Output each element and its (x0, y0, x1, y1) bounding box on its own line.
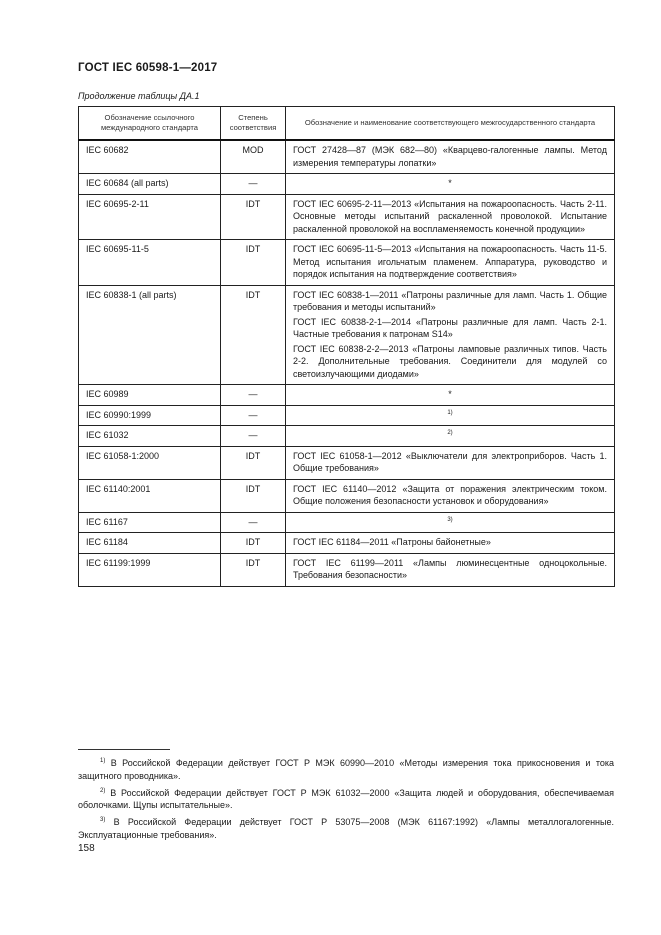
degree-cell: IDT (221, 479, 286, 512)
reference-standard-cell: IEC 60695-11-5 (79, 240, 221, 286)
table-row (79, 479, 615, 512)
table-caption: Продолжение таблицы ДА.1 (78, 91, 200, 101)
footnote (78, 814, 614, 842)
degree-cell: — (221, 385, 286, 406)
degree-cell: IDT (221, 194, 286, 240)
table-row (79, 240, 615, 286)
reference-standard-cell: IEC 61167 (79, 512, 221, 533)
column-header-reference: Обозначение ссылочного международного стандарта (79, 107, 221, 141)
standard-description: ГОСТ IEC 60695-11-5—2013 «Испытания на пожароопасность. Часть 11-5. Метод испытания игольчатым пламенем. Аппаратура, руководство и порядок испытания на подтверждение соответствия» (293, 244, 607, 279)
footnote-mark: 3) (100, 817, 106, 824)
degree-cell: — (221, 426, 286, 447)
table-row (79, 174, 615, 195)
national-standard-cell (286, 385, 615, 406)
national-standard-cell (286, 174, 615, 195)
degree-cell: IDT (221, 553, 286, 586)
reference-standard-cell: IEC 60684 (all parts) (79, 174, 221, 195)
standard-description: ГОСТ 27428—87 (МЭК 682—80) «Кварцево-галогенные лампы. Метод измерения температуры лопатки» (293, 145, 607, 168)
standard-description: ГОСТ IEC 61184—2011 «Патроны байонетные» (293, 537, 491, 547)
document-header: ГОСТ IEC 60598-1—2017 (78, 62, 218, 74)
table-header-row (79, 107, 615, 141)
footnote-mark: 2) (100, 787, 106, 794)
reference-standard-cell: IEC 61140:2001 (79, 479, 221, 512)
standard-description: ГОСТ IEC 61199—2011 «Лампы люминесцентные одноцокольные. Требования безопасности» (293, 557, 607, 580)
standard-description: * (448, 389, 452, 399)
degree-cell: MOD (221, 140, 286, 174)
footnote (78, 755, 614, 783)
national-standard-cell (286, 405, 615, 426)
footnote-divider (78, 749, 170, 750)
national-standard-cell (286, 446, 615, 479)
national-standard-cell (286, 553, 615, 586)
footnote-text: В Российской Федерации действует ГОСТ Р МЭК 61032—2000 «Защита людей и оборудования, обеспечиваемая оболочками. Щупы испытательные». (78, 787, 614, 811)
reference-standard-cell: IEC 60682 (79, 140, 221, 174)
standard-description: * (448, 178, 452, 188)
table-row (79, 140, 615, 174)
degree-cell: — (221, 174, 286, 195)
footnote-text: В Российской Федерации действует ГОСТ Р 53075—2008 (МЭК 61167:1992) «Лампы металлогалогенные. Эксплуатационные требования». (78, 817, 614, 840)
footnote-reference: 3) (447, 516, 453, 523)
footnote (78, 785, 614, 813)
reference-standard-cell: IEC 60838-1 (all parts) (79, 285, 221, 385)
reference-standard-cell: IEC 61184 (79, 533, 221, 554)
national-standard-cell (286, 512, 615, 533)
reference-standard-cell: IEC 60990:1999 (79, 405, 221, 426)
reference-standard-cell: IEC 60695-2-11 (79, 194, 221, 240)
standard-description: ГОСТ IEC 60695-2-11—2013 «Испытания на пожароопасность. Часть 2-11. Основные методы испытаний раскаленной проволокой. Испытание раскаленной проволокой на воспламеняемость конечной продукции» (293, 198, 607, 234)
degree-cell: — (221, 512, 286, 533)
standard-description: ГОСТ IEC 60838-2-2—2013 «Патроны ламповые различных типов. Часть 2-2. Дополнительные требования. Соединители для модулей со светоизлучающими диодами» (293, 343, 607, 379)
standard-description: ГОСТ IEC 60838-1—2011 «Патроны различные для ламп. Часть 1. Общие требования и методы испытаний» (293, 289, 607, 312)
reference-table (78, 106, 615, 587)
table-row (79, 285, 615, 385)
footnote-text: В Российской Федерации действует ГОСТ Р МЭК 60990—2010 «Методы измерения тока прикосновения и тока защитного проводника». (78, 758, 614, 781)
standard-description: ГОСТ IEC 61140—2012 «Защита от поражения электрическим током. Общие положения безопасности установок и оборудования» (293, 483, 607, 506)
degree-cell: IDT (221, 533, 286, 554)
table-row (79, 385, 615, 406)
degree-cell: IDT (221, 240, 286, 286)
degree-cell: — (221, 405, 286, 426)
national-standard-cell (286, 479, 615, 512)
table-row (79, 553, 615, 586)
table-body (79, 140, 615, 586)
table-row (79, 533, 615, 554)
table-row (79, 426, 615, 447)
table-row (79, 405, 615, 426)
national-standard-cell (286, 285, 615, 385)
reference-standard-cell: IEC 61032 (79, 426, 221, 447)
national-standard-cell (286, 533, 615, 554)
table-row (79, 194, 615, 240)
page-number: 158 (78, 843, 95, 854)
footnotes (78, 755, 614, 844)
reference-standard-cell: IEC 61058-1:2000 (79, 446, 221, 479)
national-standard-cell (286, 140, 615, 174)
footnote-reference: 2) (447, 430, 453, 436)
degree-cell: IDT (221, 285, 286, 385)
column-header-national-standard: Обозначение и наименование соответствующего межгосударственного стандарта (286, 107, 615, 141)
footnote-reference: 1) (447, 409, 453, 416)
national-standard-cell (286, 426, 615, 447)
standard-description: ГОСТ IEC 61058-1—2012 «Выключатели для электроприборов. Часть 1. Общие требования» (293, 450, 607, 473)
table-row (79, 512, 615, 533)
reference-standard-cell: IEC 60989 (79, 385, 221, 406)
column-header-degree: Степень соответствия (221, 107, 286, 141)
table-row (79, 446, 615, 479)
footnote-mark: 1) (100, 758, 106, 764)
standard-description: ГОСТ IEC 60838-2-1—2014 «Патроны различные для ламп. Часть 2-1. Частные требования к патронам S14» (293, 316, 607, 339)
national-standard-cell (286, 240, 615, 286)
national-standard-cell (286, 194, 615, 240)
reference-standard-cell: IEC 61199:1999 (79, 553, 221, 586)
degree-cell: IDT (221, 446, 286, 479)
